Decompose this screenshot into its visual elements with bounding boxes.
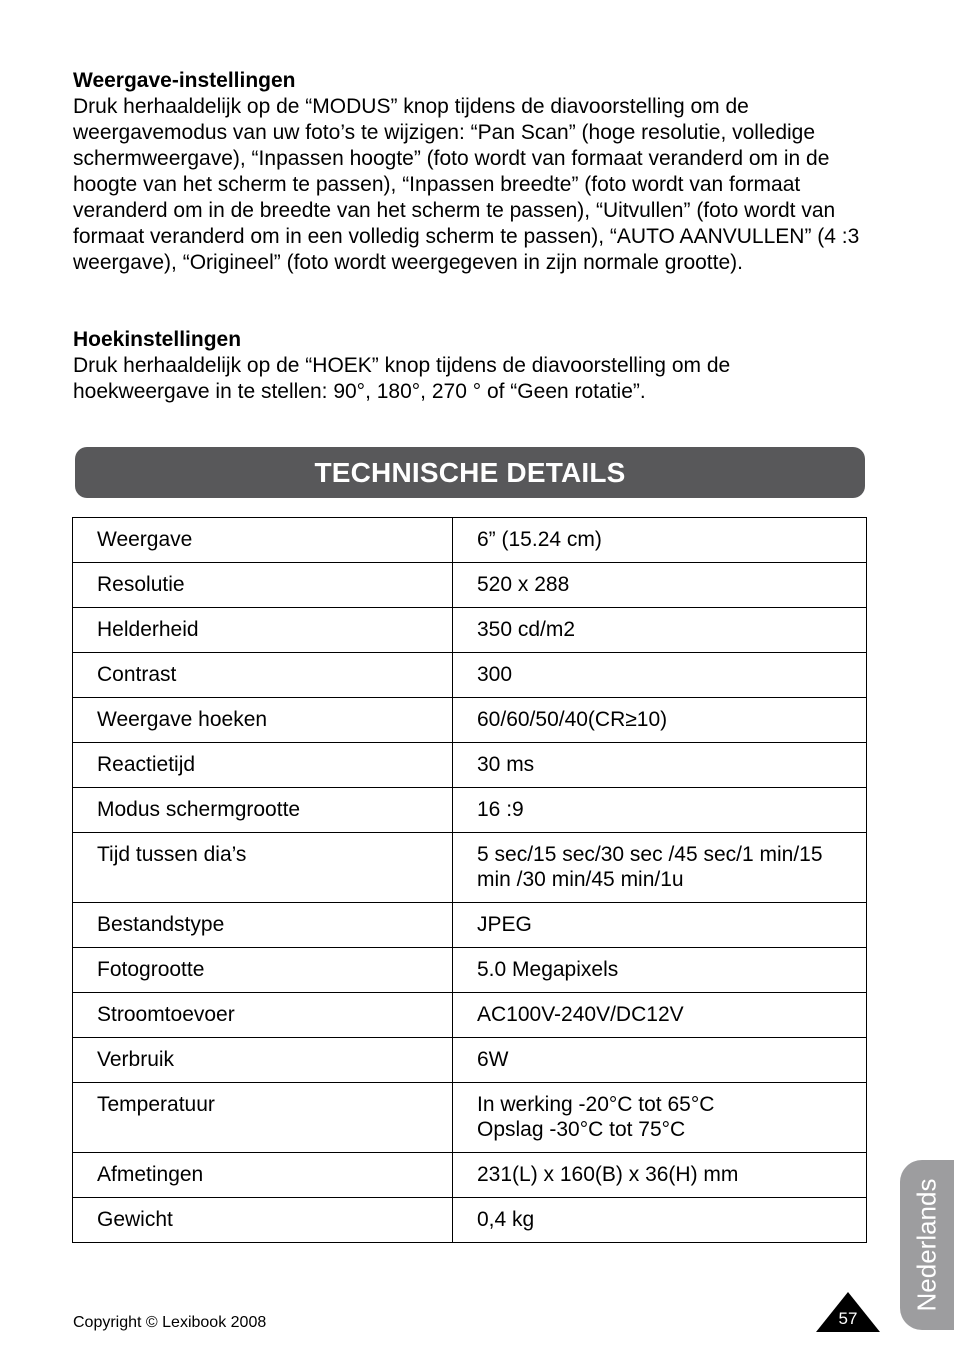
spec-label: Contrast — [73, 653, 453, 698]
display-settings-body: Druk herhaaldelijk op de “MODUS” knop tijdens de diavoorstelling om de weergavemodus van uw foto’s te wijzigen: “Pan Scan” (hoge resolutie, volledige schermweergave), “Inpassen hoogte” (foto wordt van formaat veranderd om in de hoogte van het scherm te passen), “Inpassen breedte” (foto wordt van formaat veranderd om in de breedte van het scherm te passen), “Uitvullen” (foto wordt van formaat veranderd om in een volledig scherm te passen), “AUTO AANVULLEN” (4 :3 weergave), “Origineel” (foto wordt weergegeven in zijn normale grootte). — [73, 95, 860, 274]
spec-label: Reactietijd — [73, 743, 453, 788]
table-row — [73, 1153, 867, 1198]
table-row — [73, 788, 867, 833]
language-tab-label: Nederlands — [911, 1178, 942, 1312]
spec-label: Helderheid — [73, 608, 453, 653]
table-row — [73, 608, 867, 653]
spec-label: Weergave — [73, 518, 453, 563]
spec-label: Bestandstype — [73, 903, 453, 948]
spec-value: 6W — [453, 1038, 867, 1083]
spec-label: Modus schermgrootte — [73, 788, 453, 833]
table-row — [73, 948, 867, 993]
spec-value: 350 cd/m2 — [453, 608, 867, 653]
table-row — [73, 743, 867, 788]
spec-value: 30 ms — [453, 743, 867, 788]
table-row — [73, 833, 867, 903]
angle-settings-body: Druk herhaaldelijk op de “HOEK” knop tijdens de diavoorstelling om de hoekweergave in te stellen: 90°, 180°, 270 ° of “Geen rotatie”. — [73, 354, 731, 403]
spec-label: Fotogrootte — [73, 948, 453, 993]
spec-label: Weergave hoeken — [73, 698, 453, 743]
table-row — [73, 1198, 867, 1243]
spec-label: Verbruik — [73, 1038, 453, 1083]
spec-label: Tijd tussen dia’s — [73, 833, 453, 903]
table-row — [73, 993, 867, 1038]
display-settings-section — [73, 68, 863, 276]
display-settings-heading: Weergave-instellingen — [73, 69, 296, 92]
spec-value: 231(L) x 160(B) x 36(H) mm — [453, 1153, 867, 1198]
spec-label: Afmetingen — [73, 1153, 453, 1198]
spec-value: 5 sec/15 sec/30 sec /45 sec/1 min/15 min /30 min/45 min/1u — [453, 833, 867, 903]
spec-value: AC100V-240V/DC12V — [453, 993, 867, 1038]
spec-value: 520 x 288 — [453, 563, 867, 608]
spec-value: 16 :9 — [453, 788, 867, 833]
language-tab — [900, 1160, 954, 1330]
table-row — [73, 518, 867, 563]
table-row — [73, 1083, 867, 1153]
spec-value: 6” (15.24 cm) — [453, 518, 867, 563]
spec-value: 0,4 kg — [453, 1198, 867, 1243]
angle-settings-section — [73, 327, 863, 405]
table-row — [73, 903, 867, 948]
spec-value: 60/60/50/40(CR≥10) — [453, 698, 867, 743]
spec-value: In werking -20°C tot 65°C Opslag -30°C tot 75°C — [453, 1083, 867, 1153]
page-number: 57 — [838, 1309, 858, 1328]
spec-label: Resolutie — [73, 563, 453, 608]
spec-value: JPEG — [453, 903, 867, 948]
spec-label: Stroomtoevoer — [73, 993, 453, 1038]
angle-settings-heading: Hoekinstellingen — [73, 328, 242, 351]
table-row — [73, 698, 867, 743]
tech-details-title: TECHNISCHE DETAILS — [314, 456, 626, 488]
spec-label: Temperatuur — [73, 1083, 453, 1153]
copyright-notice: Copyright © Lexibook 2008 — [73, 1314, 267, 1331]
specs-table — [72, 517, 867, 1243]
spec-value: 300 — [453, 653, 867, 698]
spec-label: Gewicht — [73, 1198, 453, 1243]
table-row — [73, 1038, 867, 1083]
table-row — [73, 653, 867, 698]
table-row — [73, 563, 867, 608]
spec-value: 5.0 Megapixels — [453, 948, 867, 993]
tech-details-banner — [75, 447, 865, 498]
